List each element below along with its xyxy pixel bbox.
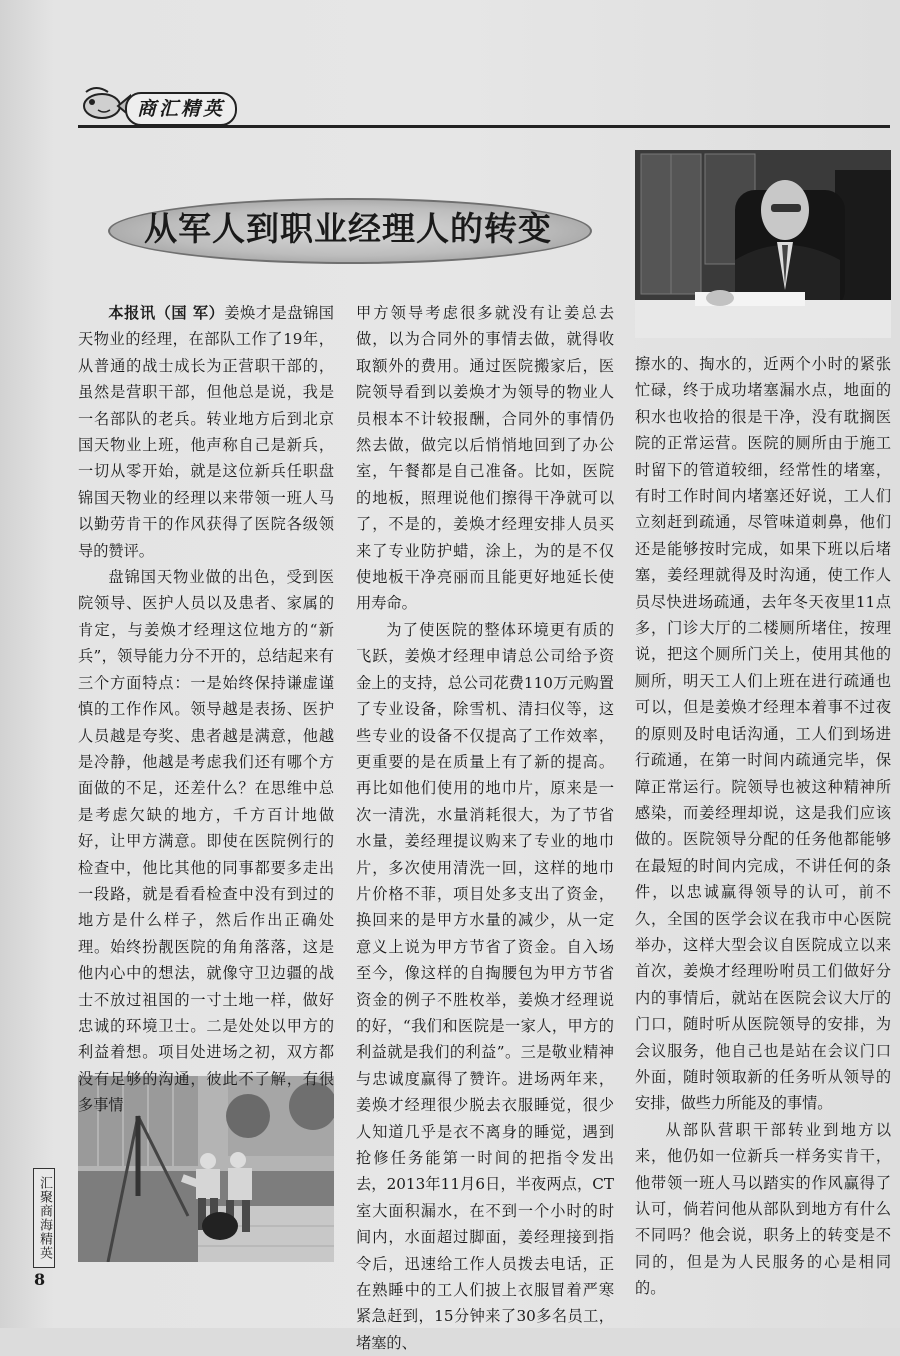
portrait-photo	[635, 150, 891, 338]
column-name: 商汇精英	[125, 92, 237, 126]
page-number: 8	[34, 1270, 46, 1289]
paragraph-3: 甲方领导考虑很多就没有让姜总去做，以为合同外的事情去做，就得收取额外的费用。通过医院搬家后，医院领导看到以姜焕才为领导的物业人员根本不计较报酬，合同外的事情仍然去做，做完以后悄悄地回到了办公室，午餐都是自己准备。比如，医院的地板，照理说他们擦得干净就可以了，不是的，姜焕才经理安排人员买来了专业防护蜡，涂上，为的是不仅使地板干净亮丽而且能更好地延长使用寿命。	[356, 304, 614, 613]
magazine-side-label: 汇聚商海精英	[33, 1168, 55, 1268]
paragraph-4: 为了使医院的整体环境更有质的飞跃，姜焕才经理申请总公司给予资金上的支持，总公司花费110万元购置了专业设备，除雪机、清扫仪等，这些专业的设备不仅提高了工作效率，更重要的是在质量上有了新的提高。再比如他们使用的地巾片，原来是一次一清洗，水量消耗很大，为了节省水量，姜经理提议购来了专业的地巾片，多次使用清洗一回，这样的地巾片价格不菲，项目处多支出了资金，换回来的是甲方水量的减少，从一定意义上说为甲方节省了资金。自入场至今，像这样的自掏腰包为甲方节省资金的例子不胜枚举，姜焕才经理说的好，“我们和医院是一家人，甲方的利益就是我们的利益”。三是敬业精神与忠诚度赢得了赞许。进场两年来，姜焕才经理很少脱去衣服睡觉，很少人知道几乎是衣不离身的睡觉，遇到抢修任务能第一时间的把指令发出去，2013年11月6日，半夜两点，CT室大面积漏水，在不到一个小时的时间内，水面超过脚面，姜经理接到指令后，迅速给工作人员拨去电话，正在熟睡中的工人们披上衣服冒着严寒紧急赶到，15分钟来了30多名员工，堵塞的、	[356, 620, 614, 1352]
paragraph-5: 擦水的、掏水的，近两个小时的紧张忙碌，终于成功堵塞漏水点，地面的积水也收拾的很是干净，没有耽搁医院的正常运营。医院的厕所由于施工时留下的管道较细，经常性的堵塞，有时工作时间内堵塞还好说，工人们立刻赶到疏通，尽管味道刺鼻，他们还是能够按时完成，如果下班以后堵塞，姜经理就得及时沟通，使工作人员尽快进场疏通，去年冬天夜里11点多，门诊大厅的二楼厕所堵住，按理说，把这个厕所门关上，使用其他的厕所，明天工人们上班在进行疏通也可以，但是姜焕才经理本着事不过夜的原则及时电话沟通，工人们到场进行疏通，在第一时间内疏通完毕，保障正常运行。院领导也被这种精神所感染，而姜经理却说，这是我们应该做的。医院领导分配的任务他都能够在最短的时间内完成，不讲任何的条件，以忠诚赢得领导的认可，前不久，全国的医学会议在我市中心医院举办，这样大型会议自医院成立以来首次，姜焕才经理吩咐员工们做好分内的事情后，就站在医院会议大厅的门口，随时听从医院领导的安排，为会议服务，他自己也是站在会议门口外面，随时领取新的任务听从领导的安排，做些力所能及的事情。	[635, 355, 891, 1113]
text-column-3	[635, 351, 891, 1302]
text-column-1	[78, 300, 334, 1119]
paragraph-6: 从部队营职干部转业到地方以来，他仍如一位新兵一样务实肯干，他带领一班人马以踏实的作风赢得了认可，倘若问他从部队到地方有什么不同吗？他会说，职务上的转变是不同的，但是为人民服务的心是相同的。	[635, 1120, 891, 1298]
article-title: 从军人到职业经理人的转变	[144, 209, 552, 248]
paragraph-1: 姜焕才是盘锦国天物业的经理，在部队工作了19年，从普通的战士成长为正营职干部的，虽然是营职干部，但他总是说，我是一名部队的老兵。转业地方后到北京国天物业上班，他声称自己是新兵，一切从零开始，就是这位新兵任职盘锦国天物业的经理以来带领一班人马以勤劳肯干的作风获得了医院各级领导的赞评。	[78, 304, 334, 560]
header-rule	[78, 125, 890, 128]
lead-label: 本报讯（国 军）	[108, 304, 225, 322]
text-column-2	[356, 300, 614, 1356]
paragraph-2: 盘锦国天物业做的出色，受到医院领导、医护人员以及患者、家属的肯定，与姜焕才经理这位地方的“新兵”，领导能力分不开的，总结起来有三个方面特点：一是始终保持谦虚谨慎的工作作风。领导越是表扬、医护人员越是夸奖、患者越是满意，他越是冷静，他越是考虑我们还有哪个方面做的不足，还差什么？在思维中总是考虑欠缺的地方，千方百计地做好，让甲方满意。即使在医院例行的检查中，他比其他的同事都要多走出一段路，就是看看检查中没有到过的地方是什么样子，然后作出正确处理。始终扮靓医院的角角落落，这是他内心中的想法，就像守卫边疆的战士不放过祖国的一寸土地一样，做好忠诚的环境卫士。二是处处以甲方的利益着想。项目处进场之初，双方都没有足够的沟通，彼此不了解，有很多事情	[78, 568, 334, 1115]
